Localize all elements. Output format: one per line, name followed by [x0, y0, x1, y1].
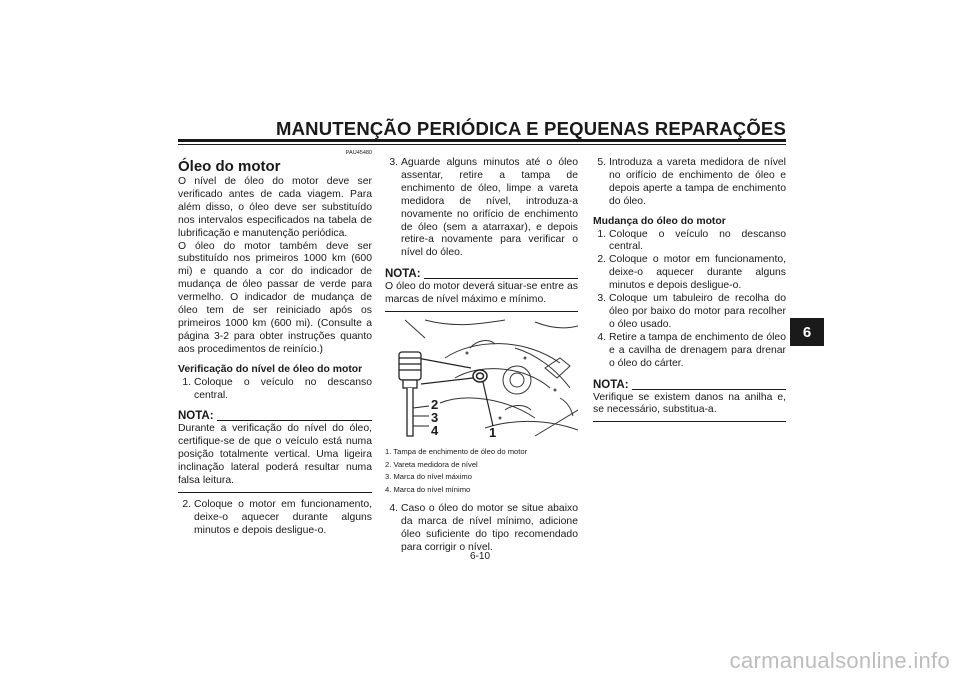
- figure-label-3: 3: [431, 410, 439, 426]
- note-text: Durante a verificação do nível do óleo, certifique-se de que o veículo está numa posição totalmente vertical. Uma ligeira inclinação lateral poderá resultar numa falsa leitura.: [178, 423, 372, 487]
- column-right: [593, 157, 786, 428]
- note-rule: [217, 420, 372, 421]
- step-item: [593, 254, 786, 293]
- reference-code: PAU45480: [345, 150, 372, 156]
- header-rule-thin: [178, 144, 786, 145]
- step-text: Retire a tampa de enchimento de óleo e a cavilha de drenagem para drenar o óleo do cárter.: [609, 331, 786, 369]
- step-item: [593, 293, 786, 332]
- caption-item: 1. Tampa de enchimento de óleo do motor: [385, 447, 528, 457]
- step-text: Aguarde alguns minutos até o óleo assentar, retire a tampa de enchimento de óleo, limpe a vareta medidora de nível, introduza-a novamente no orifício de enchimento de óleo (sem a atarraxar), e depois retire-a novamente para verificar o nível do óleo.: [401, 157, 578, 259]
- step-text: Coloque um tabuleiro de recolha do óleo por baixo do motor para recolher o óleo usado.: [609, 293, 786, 330]
- step-number: 4.: [389, 503, 398, 515]
- check-level-heading: Verificação do nível de óleo do motor: [178, 363, 363, 375]
- figure-label-1: 1: [489, 425, 497, 441]
- watermark: carmanualsonline.info: [729, 648, 950, 673]
- step-item: [385, 157, 578, 260]
- step-number: 1.: [182, 376, 191, 388]
- figure-label-2: 2: [431, 397, 439, 413]
- header-rule-thick: [178, 139, 786, 142]
- caption-item: 3. Marca do nível máximo: [385, 472, 472, 482]
- caption-item: 4. Marca do nível mínimo: [385, 484, 471, 494]
- note-label: NOTA:: [178, 410, 214, 423]
- step-number: 3.: [389, 157, 398, 168]
- step-item: [178, 377, 372, 403]
- engine-illustration: [385, 318, 578, 444]
- step-text: Coloque o veículo no descanso central.: [194, 376, 372, 401]
- step-text: Coloque o motor em funcionamento, deixe-o aquecer durante alguns minutos e depois desligue-o.: [609, 254, 786, 292]
- step-number: 5.: [597, 157, 606, 168]
- note-header: [593, 379, 786, 392]
- note-end-rule: [593, 421, 786, 422]
- step-item: [178, 499, 372, 538]
- column-left: [178, 150, 372, 538]
- step-text: Introduza a vareta medidora de nível no orifício de enchimento de óleo e depois aperte a tampa de enchimento do óleo.: [609, 157, 786, 207]
- figure-label-4: 4: [431, 423, 439, 439]
- page-number: 6-10: [469, 551, 490, 562]
- note-text: O óleo do motor deverá situar-se entre as marcas de nível máximo e mínimo.: [385, 281, 578, 306]
- step-text: Coloque o motor em funcionamento, deixe-o aquecer durante alguns minutos e depois desligue-o.: [194, 498, 372, 536]
- step-item: [593, 332, 786, 371]
- note-end-rule: [385, 311, 578, 312]
- note-header: [178, 410, 372, 423]
- oil-dipstick-figure: [385, 318, 578, 444]
- figure-captions: [385, 446, 578, 496]
- column-middle: [385, 157, 578, 555]
- step-text: Coloque o veículo no descanso central.: [609, 228, 786, 253]
- step-item: [593, 157, 786, 209]
- step-number: 3.: [597, 293, 606, 305]
- caption-item: 2. Vareta medidora de nível: [385, 459, 478, 469]
- note-rule: [424, 278, 578, 279]
- intro-paragraph-2: O óleo do motor também deve ser substituído nos primeiros 1000 km (600 mi) e quando a cor do indicador de mudança de óleo passar de verde para vermelho. O indicador de mudança de óleo tem de ser reiniciado após os primeiros 1000 km (600 mi). (Consulte a página 3-2 para obter instruções quanto aos procedimentos de reinício.): [178, 240, 372, 355]
- oil-change-heading: Mudança do óleo do motor: [593, 215, 726, 227]
- page-title: MANUTENÇÃO PERIÓDICA E PEQUENAS REPARAÇÕES: [275, 118, 786, 139]
- step-item: [593, 229, 786, 255]
- step-number: 2.: [182, 498, 191, 510]
- note-header: [385, 268, 578, 281]
- step-number: 2.: [597, 254, 606, 266]
- note-end-rule: [178, 492, 372, 493]
- section-title: Óleo do motor: [178, 158, 281, 175]
- step-number: 1.: [597, 228, 606, 240]
- step-item: [385, 503, 578, 555]
- note-label: NOTA:: [385, 268, 421, 281]
- chapter-tab[interactable]: 6: [790, 318, 824, 346]
- step-text: Caso o óleo do motor se situe abaixo da marca de nível mínimo, adicione óleo suficiente do tipo recomendado para corrigir o nível.: [401, 503, 578, 553]
- step-number: 4.: [597, 331, 606, 343]
- intro-paragraph-1: O nível de óleo do motor deve ser verificado antes de cada viagem. Para além disso, o óleo deve ser substituído nos intervalos especificados na tabela de lubrificação e manutenção periódica.: [178, 176, 372, 239]
- note-rule: [632, 389, 786, 390]
- note-label: NOTA:: [593, 378, 629, 391]
- note-text: Verifique se existem danos na anilha e, se necessário, substitua-a.: [593, 391, 786, 416]
